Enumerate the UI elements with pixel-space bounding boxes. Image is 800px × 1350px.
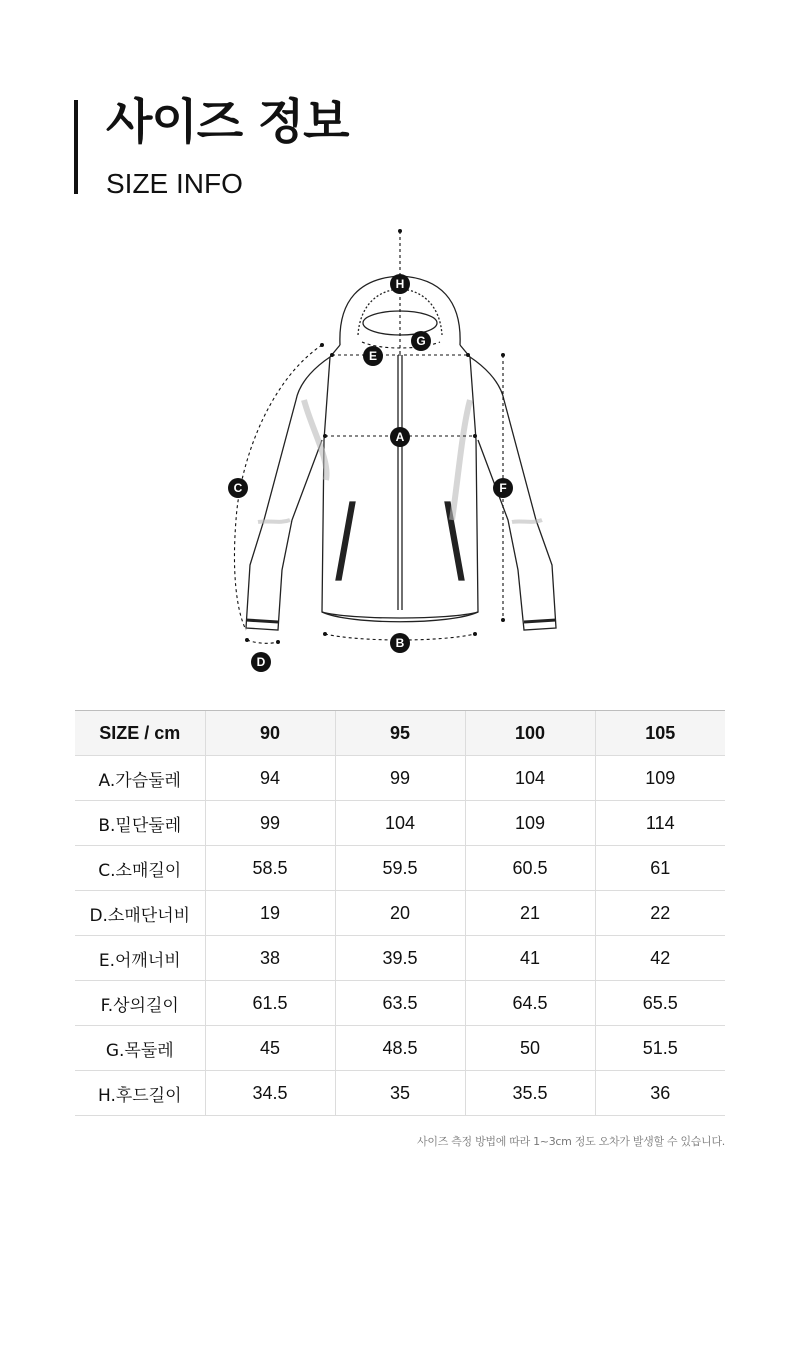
cell-value: 60.5 bbox=[465, 846, 595, 891]
cell-value: 99 bbox=[335, 756, 465, 801]
table-header-row bbox=[75, 711, 725, 756]
cell-value: 59.5 bbox=[335, 846, 465, 891]
table-row bbox=[75, 846, 725, 891]
cell-value: 35 bbox=[335, 1071, 465, 1116]
row-label: B.밑단둘레 bbox=[75, 801, 205, 846]
cell-value: 41 bbox=[465, 936, 595, 981]
cell-value: 19 bbox=[205, 891, 335, 936]
cell-value: 38 bbox=[205, 936, 335, 981]
badge-f bbox=[493, 478, 513, 498]
row-label: G.목둘레 bbox=[75, 1026, 205, 1071]
badge-d bbox=[251, 652, 271, 672]
table-row bbox=[75, 981, 725, 1026]
table-row bbox=[75, 756, 725, 801]
cell-value: 104 bbox=[465, 756, 595, 801]
cell-value: 21 bbox=[465, 891, 595, 936]
cell-value: 35.5 bbox=[465, 1071, 595, 1116]
badge-h-label: H bbox=[395, 277, 405, 291]
badge-e bbox=[363, 346, 383, 366]
badge-a-label: A bbox=[395, 430, 405, 444]
cell-value: 94 bbox=[205, 756, 335, 801]
badge-e-label: E bbox=[368, 349, 378, 363]
size-table bbox=[75, 710, 725, 1116]
row-label: A.가슴둘레 bbox=[75, 756, 205, 801]
badge-d-label: D bbox=[256, 655, 266, 669]
cell-value: 65.5 bbox=[595, 981, 725, 1026]
cell-value: 99 bbox=[205, 801, 335, 846]
badge-c-label: C bbox=[233, 481, 243, 495]
cell-value: 36 bbox=[595, 1071, 725, 1116]
cell-value: 104 bbox=[335, 801, 465, 846]
header-size-unit: SIZE / cm bbox=[75, 711, 205, 756]
header-size: 100 bbox=[465, 711, 595, 756]
page-subtitle: SIZE INFO bbox=[106, 168, 243, 199]
badge-g-label: G bbox=[416, 334, 426, 348]
table-row bbox=[75, 936, 725, 981]
badge-f-label: F bbox=[499, 481, 507, 495]
cell-value: 109 bbox=[595, 756, 725, 801]
header-size: 105 bbox=[595, 711, 725, 756]
jacket-outline bbox=[246, 276, 556, 630]
cell-value: 42 bbox=[595, 936, 725, 981]
row-label: F.상의길이 bbox=[75, 981, 205, 1026]
badge-g bbox=[411, 331, 431, 351]
measurement-note: 사이즈 측정 방법에 따라 1~3cm 정도 오차가 발생할 수 있습니다. bbox=[417, 1135, 725, 1148]
cell-value: 50 bbox=[465, 1026, 595, 1071]
table-row bbox=[75, 801, 725, 846]
cell-value: 109 bbox=[465, 801, 595, 846]
cell-value: 63.5 bbox=[335, 981, 465, 1026]
row-label: H.후드길이 bbox=[75, 1071, 205, 1116]
cell-value: 64.5 bbox=[465, 981, 595, 1026]
title-accent-bar bbox=[74, 100, 78, 194]
cell-value: 58.5 bbox=[205, 846, 335, 891]
badge-c bbox=[228, 478, 248, 498]
row-label: E.어깨너비 bbox=[75, 936, 205, 981]
cell-value: 45 bbox=[205, 1026, 335, 1071]
header-size: 90 bbox=[205, 711, 335, 756]
table-row bbox=[75, 1071, 725, 1116]
row-label: C.소매길이 bbox=[75, 846, 205, 891]
badge-h bbox=[390, 274, 410, 294]
cell-value: 39.5 bbox=[335, 936, 465, 981]
cell-value: 51.5 bbox=[595, 1026, 725, 1071]
cell-value: 61 bbox=[595, 846, 725, 891]
table-row bbox=[75, 1026, 725, 1071]
page-title: 사이즈 정보 bbox=[106, 94, 349, 150]
cell-value: 22 bbox=[595, 891, 725, 936]
row-label: D.소매단너비 bbox=[75, 891, 205, 936]
header-size: 95 bbox=[335, 711, 465, 756]
cell-value: 48.5 bbox=[335, 1026, 465, 1071]
cell-value: 20 bbox=[335, 891, 465, 936]
badge-b-label: B bbox=[395, 636, 405, 650]
badge-a bbox=[390, 427, 410, 447]
badge-b bbox=[390, 633, 410, 653]
table-row bbox=[75, 891, 725, 936]
cell-value: 114 bbox=[595, 801, 725, 846]
jacket-measurement-diagram bbox=[0, 220, 800, 690]
cell-value: 34.5 bbox=[205, 1071, 335, 1116]
cell-value: 61.5 bbox=[205, 981, 335, 1026]
